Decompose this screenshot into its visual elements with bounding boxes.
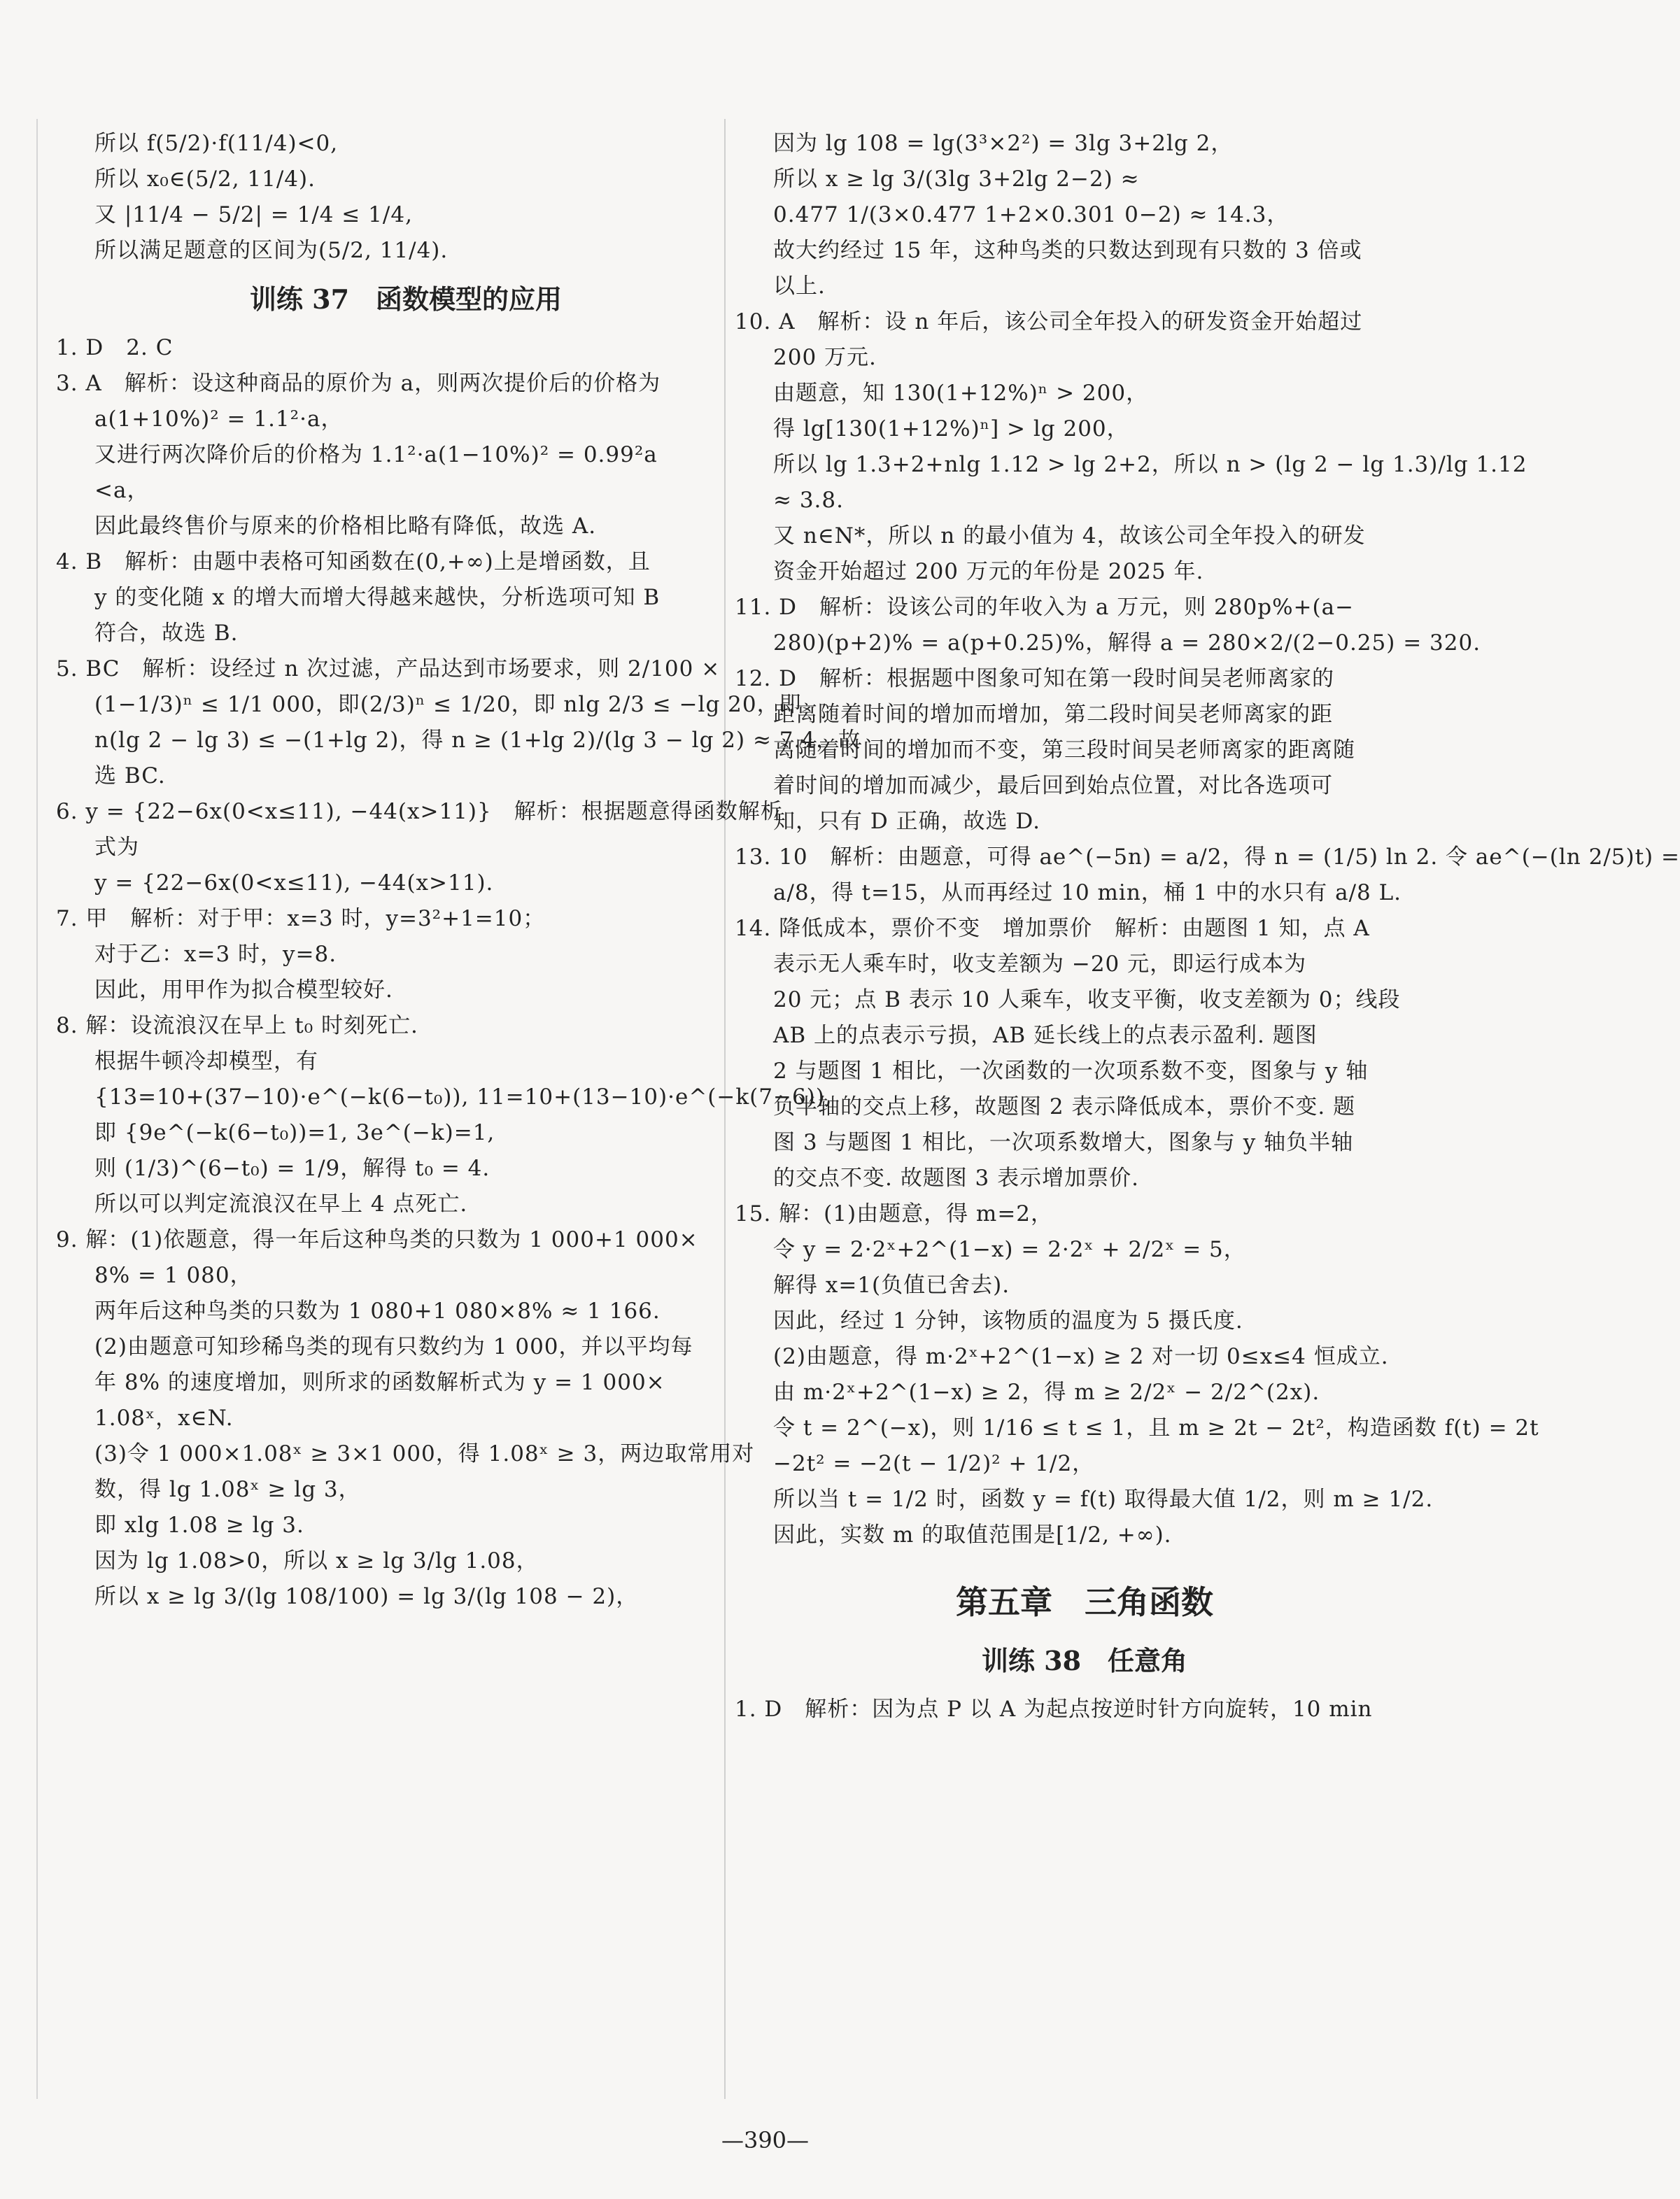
text-line: AB 上的点表示亏损，AB 延长线上的点表示盈利. 题图 <box>773 1023 1318 1048</box>
text-line: 的交点不变. 故题图 3 表示增加票价. <box>773 1166 1139 1191</box>
text-line: 8. 解：设流浪汉在早上 t₀ 时刻死亡. <box>56 1013 418 1038</box>
text-line: 所以可以判定流浪汉在早上 4 点死亡. <box>94 1192 468 1217</box>
text-line: 3. A 解析：设这种商品的原价为 a，则两次提价后的价格为 <box>56 371 661 396</box>
text-line: 所以 lg 1.3+2+nlg 1.12 > lg 2+2，所以 n > (lg 2 − lg 1.3)/lg 1.12 <box>773 452 1527 477</box>
text-line: 图 3 与题图 1 相比，一次项系数增大，图象与 y 轴负半轴 <box>773 1130 1354 1155</box>
text-line: y 的变化随 x 的增大而增大得越来越快，分析选项可知 B <box>94 585 661 610</box>
text-line: 得 lg[130(1+12%)ⁿ] > lg 200， <box>773 416 1129 441</box>
section-title: 训练 37 函数模型的应用 <box>249 283 563 315</box>
text-line: 1. D 2. C <box>56 335 174 360</box>
text-line: 因为 lg 1.08>0，所以 x ≥ lg 3/lg 1.08， <box>94 1548 539 1574</box>
right-column <box>735 126 1680 1727</box>
text-line: 知，只有 D 正确，故选 D. <box>773 809 1041 834</box>
text-line: 14. 降低成本，票价不变 增加票价 解析：由题图 1 知，点 A <box>735 916 1370 941</box>
text-line: 所以 x ≥ lg 3/(lg 108/100) = lg 3/(lg 108 − 2)， <box>94 1584 639 1609</box>
text-line: 4. B 解析：由题中表格可知函数在(0,+∞)上是增函数，且 <box>56 549 651 574</box>
text-line: 所以 x ≥ lg 3/(3lg 3+2lg 2−2) ≈ <box>773 167 1140 192</box>
text-line: 对于乙：x=3 时，y=8. <box>94 942 337 967</box>
text-line: 负半轴的交点上移，故题图 2 表示降低成本，票价不变. 题 <box>773 1094 1356 1119</box>
text-line: 因为 lg 108 = lg(3³×2²) = 3lg 3+2lg 2， <box>773 131 1234 156</box>
text-line: 式为 <box>94 835 139 860</box>
text-line: 两年后这种鸟类的只数为 1 080+1 080×8% ≈ 1 166. <box>94 1299 661 1324</box>
text-line: 数，得 lg 1.08ˣ ≥ lg 3， <box>94 1477 361 1502</box>
text-line: 资金开始超过 200 万元的年份是 2025 年. <box>773 559 1204 584</box>
text-line: 200 万元. <box>773 345 877 370</box>
text-line: 20 元；点 B 表示 10 人乘车，收支平衡，收支差额为 0；线段 <box>773 987 1401 1012</box>
text-line: 以上. <box>773 274 826 299</box>
text-line: 距离随着时间的增加而增加，第二段时间吴老师离家的距 <box>773 702 1333 727</box>
text-line: 即 xlg 1.08 ≥ lg 3. <box>94 1513 304 1538</box>
text-line: 离随着时间的增加而不变，第三段时间吴老师离家的距离随 <box>773 737 1355 763</box>
left-rule <box>36 119 38 2099</box>
text-line: 表示无人乘车时，收支差额为 −20 元，即运行成本为 <box>773 952 1307 977</box>
text-line: (2)由题意，得 m·2ˣ+2^(1−x) ≥ 2 对一切 0≤x≤4 恒成立. <box>773 1344 1389 1369</box>
text-line: 所以 x₀∈(5/2, 11/4). <box>94 167 316 192</box>
text-line: 着时间的增加而减少，最后回到始点位置，对比各选项可 <box>773 773 1333 798</box>
text-line: 15. 解：(1)由题意，得 m=2， <box>735 1201 1054 1226</box>
text-line: 因此，实数 m 的取值范围是[1/2, +∞). <box>773 1522 1172 1548</box>
text-line: 10. A 解析：设 n 年后，该公司全年投入的研发资金开始超过 <box>735 309 1363 334</box>
text-line: a/8，得 t=15，从而再经过 10 min，桶 1 中的水只有 a/8 L. <box>773 880 1402 905</box>
text-line: 1.08ˣ，x∈N. <box>94 1406 234 1431</box>
text-line: 由 m·2ˣ+2^(1−x) ≥ 2，得 m ≥ 2/2ˣ − 2/2^(2x). <box>773 1380 1320 1405</box>
text-line: 年 8% 的速度增加，则所求的函数解析式为 y = 1 000× <box>94 1370 665 1395</box>
page-number: —390— <box>721 2127 810 2154</box>
text-line: 选 BC. <box>94 763 166 789</box>
text-line: 因此最终售价与原来的价格相比略有降低，故选 A. <box>94 514 597 539</box>
text-line: n(lg 2 − lg 3) ≤ −(1+lg 2)，得 n ≥ (1+lg 2)/(lg 3 − lg 2) ≈ 7.4，故 <box>94 728 861 753</box>
text-line: 解得 x=1(负值已舍去). <box>773 1273 1010 1298</box>
text-line: 6. y = {22−6x(0<x≤11), −44(x>11)} 解析：根据题意得函数解析 <box>56 799 783 824</box>
text-line: 所以 f(5/2)·f(11/4)<0, <box>94 131 339 156</box>
section-title: 训练 38 任意角 <box>981 1645 1188 1676</box>
text-line: 1. D 解析：因为点 P 以 A 为起点按逆时针方向旋转，10 min <box>735 1697 1373 1722</box>
text-line: (2)由题意可知珍稀鸟类的现有只数约为 1 000，并以平均每 <box>94 1334 693 1359</box>
text-line: 所以当 t = 1/2 时，函数 y = f(t) 取得最大值 1/2，则 m ≥ 1/2. <box>773 1487 1434 1512</box>
text-line: 符合，故选 B. <box>94 621 239 646</box>
text-line: 11. D 解析：设该公司的年收入为 a 万元，则 280p%+(a− <box>735 595 1355 620</box>
text-line: <a， <box>94 478 150 503</box>
text-line: 则 (1/3)^(6−t₀) = 1/9，解得 t₀ = 4. <box>94 1156 490 1181</box>
text-line: (3)令 1 000×1.08ˣ ≥ 3×1 000，得 1.08ˣ ≥ 3，两边取常用对 <box>94 1441 755 1466</box>
text-line: 5. BC 解析：设经过 n 次过滤，产品达到市场要求，则 2/100 × <box>56 656 721 681</box>
text-line: 根据牛顿冷却模型，有 <box>94 1049 318 1074</box>
text-line: 又进行两次降价后的价格为 1.1²·a(1−10%)² = 0.99²a <box>94 442 658 467</box>
text-line: 令 y = 2·2ˣ+2^(1−x) = 2·2ˣ + 2/2ˣ = 5， <box>773 1237 1246 1262</box>
text-line: 因此，用甲作为拟合模型较好. <box>94 977 393 1003</box>
text-line: 所以满足题意的区间为(5/2, 11/4). <box>94 238 449 263</box>
text-line: 又 n∈N*，所以 n 的最小值为 4，故该公司全年投入的研发 <box>773 523 1366 549</box>
text-line: 9. 解：(1)依题意，得一年后这种鸟类的只数为 1 000+1 000× <box>56 1227 698 1252</box>
text-line: 12. D 解析：根据题中图象可知在第一段时间吴老师离家的 <box>735 666 1335 691</box>
text-line: 13. 10 解析：由题意，可得 ae^(−5n) = a/2，得 n = (1/5) ln 2. 令 ae^(−(ln 2/5)t) = <box>735 844 1680 870</box>
text-line: y = {22−6x(0<x≤11), −44(x>11). <box>94 870 494 896</box>
text-line: 280)(p+2)% = a(p+0.25)%，解得 a = 280×2/(2−0.25) = 320. <box>773 630 1481 656</box>
text-line: 令 t = 2^(−x)，则 1/16 ≤ t ≤ 1，且 m ≥ 2t − 2t²，构造函数 f(t) = 2t <box>773 1415 1539 1441</box>
text-line: 即 {9e^(−k(6−t₀))=1, 3e^(−k)=1, <box>94 1120 495 1145</box>
text-line: (1−1/3)ⁿ ≤ 1/1 000，即(2/3)ⁿ ≤ 1/20，即 nlg 2/3 ≤ −lg 20，即 <box>94 692 802 717</box>
text-line: {13=10+(37−10)·e^(−k(6−t₀)), 11=10+(13−10)·e^(−k(7−6)), <box>94 1084 833 1110</box>
text-line: 因此，经过 1 分钟，该物质的温度为 5 摄氏度. <box>773 1308 1243 1334</box>
chapter-title: 第五章 三角函数 <box>956 1583 1213 1621</box>
text-line: ≈ 3.8. <box>773 488 844 513</box>
text-line: −2t² = −2(t − 1/2)² + 1/2， <box>773 1451 1095 1476</box>
text-line: 8% = 1 080， <box>94 1263 253 1288</box>
text-line: 2 与题图 1 相比，一次函数的一次项系数不变，图象与 y 轴 <box>773 1059 1369 1084</box>
text-line: 由题意，知 130(1+12%)ⁿ > 200， <box>773 381 1149 406</box>
text-line: 7. 甲 解析：对于甲：x=3 时，y=3²+1=10； <box>56 906 546 931</box>
text-line: 故大约经过 15 年，这种鸟类的只数达到现有只数的 3 倍或 <box>773 238 1362 263</box>
text-line: a(1+10%)² = 1.1²·a， <box>94 406 344 432</box>
text-line: 0.477 1/(3×0.477 1+2×0.301 0−2) ≈ 14.3， <box>773 202 1290 227</box>
text-line: 又 |11/4 − 5/2| = 1/4 ≤ 1/4, <box>94 202 413 227</box>
